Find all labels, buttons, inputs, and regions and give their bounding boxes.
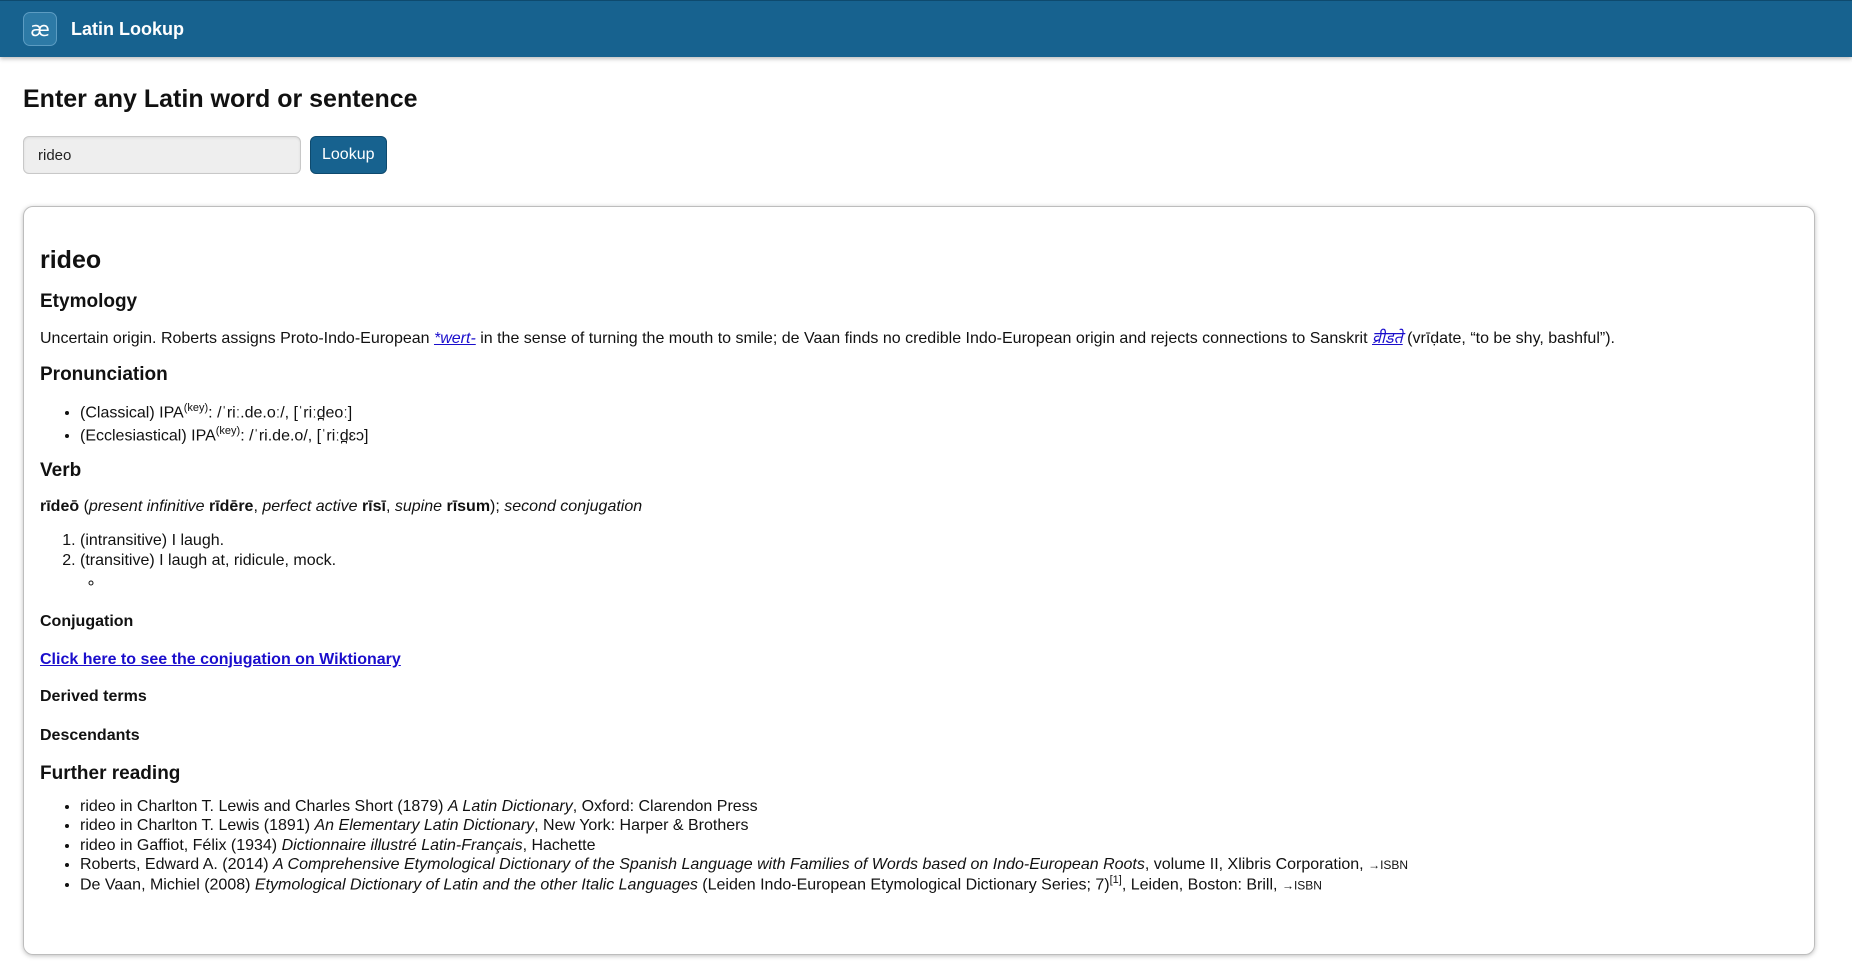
reference-title: Dictionnaire illustré Latin-Français <box>281 836 523 854</box>
punctuation: ); <box>490 498 505 516</box>
app-title: Latin Lookup <box>71 18 184 39</box>
app-logo-icon: æ <box>23 12 57 46</box>
ipa-label: (Classical) IPA <box>80 403 184 421</box>
isbn-link[interactable]: →ISBN <box>1281 878 1322 893</box>
further-reading-list <box>40 797 1798 894</box>
label-perfect-active: perfect active <box>262 498 358 516</box>
lookup-button[interactable]: Lookup <box>310 136 387 174</box>
empty-sub-bullet <box>104 571 1798 594</box>
punctuation: ( <box>79 498 89 516</box>
conjugation-heading: Conjugation <box>40 612 134 630</box>
ipa-value: : /ˈriː.de.oː/, [ˈriːd̪eoː] <box>208 403 353 421</box>
supine: rīsum <box>446 498 491 516</box>
reference-title: A Latin Dictionary <box>447 798 573 816</box>
etymology-text-part: Uncertain origin. Roberts assigns Proto-Indo-European <box>40 329 434 347</box>
conjugation-link-row <box>40 649 1798 671</box>
etymology-text-part: in the sense of turning the mouth to smile; de Vaan finds no credible Indo-European origin and rejects connections to Sanskrit <box>475 329 1372 347</box>
reference-item <box>80 874 1798 895</box>
conjugation-wiktionary-link[interactable]: Click here to see the conjugation on Wiktionary <box>40 650 401 668</box>
entry-headword: rideo <box>40 246 102 274</box>
descendants-heading: Descendants <box>40 726 140 744</box>
further-reading-heading: Further reading <box>40 762 181 784</box>
etymology-text-part: (vrīḍate, “to be shy, bashful”). <box>1402 329 1615 347</box>
sense-list <box>40 531 1798 594</box>
isbn-link[interactable]: →ISBN <box>1368 857 1409 872</box>
derived-terms-heading: Derived terms <box>40 687 147 705</box>
conjugation-class: second conjugation <box>504 498 643 516</box>
reference-text: De Vaan, Michiel (2008) <box>80 876 255 894</box>
footnote-ref[interactable]: [1] <box>1109 873 1122 886</box>
verb-headword-line <box>40 496 1798 518</box>
perfect-active: rīsī <box>361 498 386 516</box>
search-heading: Enter any Latin word or sentence <box>23 85 418 113</box>
search-form <box>23 136 1829 174</box>
reference-text: (Leiden Indo-European Etymological Dictionary Series; 7) <box>697 876 1110 894</box>
pronunciation-item <box>80 401 1798 425</box>
etymology-text <box>40 328 1798 350</box>
ipa-key-link[interactable]: (key) <box>183 401 209 414</box>
reference-item <box>80 797 1798 816</box>
reference-title: Etymological Dictionary of Latin and the other Italic Languages <box>254 876 698 894</box>
punctuation: , <box>253 498 263 516</box>
result-card <box>23 206 1815 955</box>
reference-text: , Oxford: Clarendon Press <box>572 798 758 816</box>
reference-text: , Hachette <box>522 836 596 854</box>
reference-item <box>80 836 1798 855</box>
sense-item <box>80 551 1798 594</box>
search-input[interactable] <box>23 136 301 174</box>
reference-item <box>80 855 1798 874</box>
etymology-heading: Etymology <box>40 291 138 312</box>
pie-root-link[interactable]: *wert- <box>433 329 476 347</box>
label-present-infinitive: present infinitive <box>88 498 205 516</box>
reference-text: , New York: Harper & Brothers <box>534 817 749 835</box>
top-app-bar <box>0 0 1852 57</box>
reference-text: , Leiden, Boston: Brill, <box>1121 876 1282 894</box>
reference-title: A Comprehensive Etymological Dictionary of the Spanish Language with Families of Words based on Indo-European Roots <box>272 855 1145 873</box>
reference-title: An Elementary Latin Dictionary <box>314 817 535 835</box>
pronunciation-heading: Pronunciation <box>40 363 168 385</box>
present-infinitive: rīdēre <box>208 498 254 516</box>
sense-text: (transitive) I laugh at, ridicule, mock. <box>80 551 337 569</box>
ipa-key-link[interactable]: (key) <box>215 425 241 438</box>
reference-text: rideo in Gaffiot, Félix (1934) <box>80 836 282 854</box>
reference-text: rideo in Charlton T. Lewis (1891) <box>80 817 315 835</box>
ipa-value: : /ˈri.de.o/, [ˈriːd̪ɛɔ] <box>240 427 369 445</box>
verb-heading: Verb <box>40 459 82 481</box>
ipa-label: (Ecclesiastical) IPA <box>80 427 216 445</box>
pronunciation-list <box>40 401 1798 448</box>
reference-text: , volume II, Xlibris Corporation, <box>1144 855 1369 873</box>
reference-text: Roberts, Edward A. (2014) <box>80 855 273 873</box>
label-supine: supine <box>394 498 443 516</box>
verb-headword: rīdeō <box>40 498 80 516</box>
pronunciation-item <box>80 424 1798 448</box>
main-content <box>0 84 1852 955</box>
punctuation: , <box>385 498 395 516</box>
reference-item <box>80 816 1798 835</box>
sanskrit-link[interactable]: व्रीडते <box>1372 329 1403 347</box>
sense-item: 1. (intransitive) I laugh. <box>80 531 1798 551</box>
reference-text: rideo in Charlton T. Lewis and Charles Short (1879) <box>80 798 448 816</box>
sense-sublist <box>80 571 1798 594</box>
